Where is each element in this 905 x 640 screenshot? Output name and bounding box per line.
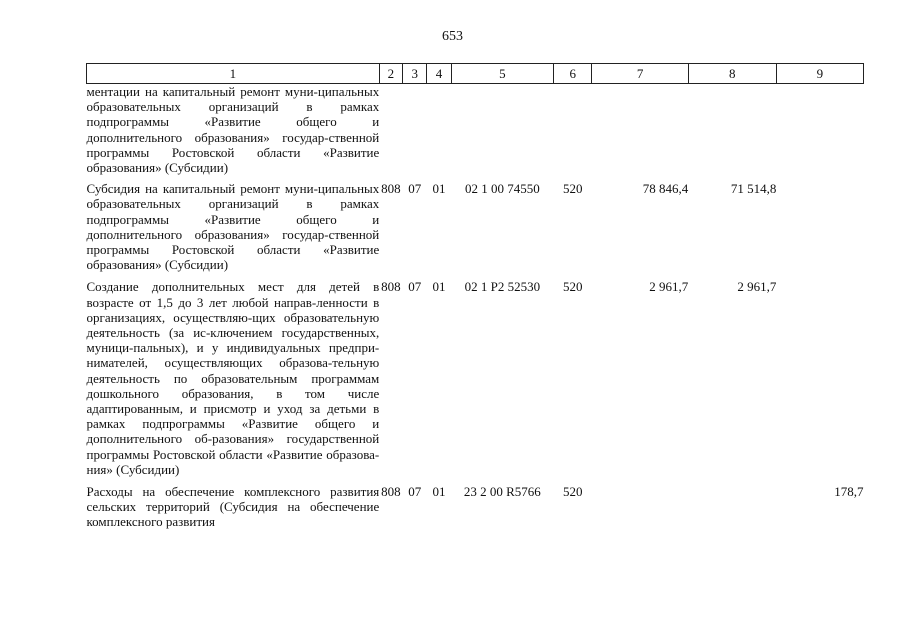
subsection-code (427, 84, 451, 179)
ministry-code: 808 (381, 181, 401, 197)
col-header-2: 2 (379, 64, 402, 84)
expense-type-code: 520 (562, 484, 583, 500)
col-header-3: 3 (403, 64, 427, 84)
table-row (87, 481, 864, 534)
ministry-code: 808 (381, 484, 401, 500)
target-code: 23 2 00 R5766 (463, 484, 541, 500)
target-code: 02 1 00 74550 (464, 181, 540, 197)
budget-table (86, 63, 864, 534)
table-row (87, 84, 864, 179)
amount-col8 (688, 84, 776, 179)
amount-col7 (592, 481, 688, 534)
amount-col9 (776, 178, 863, 276)
target-code (451, 84, 553, 179)
row-description: Расходы на обеспечение комплексного развития сельских территорий (Субсидия на обеспечение комплексного развития (86, 484, 380, 530)
col-header-4: 4 (427, 64, 451, 84)
col-header-5: 5 (451, 64, 553, 84)
amount-col9 (776, 84, 863, 179)
table-row (87, 178, 864, 276)
section-code (403, 84, 427, 179)
amount-col9 (776, 276, 863, 481)
subsection-code: 01 (432, 279, 446, 295)
subsection-code: 01 (432, 181, 446, 197)
expense-type-code: 520 (562, 181, 583, 197)
expense-type-code: 520 (562, 279, 583, 295)
page-number: 653 (442, 29, 463, 44)
row-description: ментации на капитальный ремонт муни-ципальных образовательных организаций в рамках подпрограммы «Развитие общего и дополнительного образования» государ-ственной программы Ростовской области «Развитие образования» (Субсидии) (86, 84, 380, 176)
amount-col8 (688, 481, 776, 534)
row-description: Субсидия на капитальный ремонт муни-ципальных образовательных организаций в рамках подпрограммы «Развитие общего и дополнительного образования» государ-ственной программы Ростовской области «Развитие образования» (Субсидии) (86, 181, 380, 273)
expense-type-code (554, 84, 592, 179)
section-code: 07 (408, 181, 422, 197)
amount-col9: 178,7 (834, 484, 864, 500)
col-header-7: 7 (592, 64, 688, 84)
row-description: Создание дополнительных мест для детей в возрасте от 1,5 до 3 лет любой направ-ленности в организациях, осуществляю-щих образовательную деятельность (за ис-ключением государственных, муници-пальных), и у индивидуальных предпри-нимателей, осуществляющих образова-тельную деятельность по образовательным программам дошкольного образования, в том числе адаптированным, и присмотр и уход за детьми в рамках подпрограммы «Развитие общего и дополнительного об-разования» государственной программы Ростовской области «Развитие образова-ния» (Субсидии) (86, 279, 380, 477)
table-row (87, 276, 864, 481)
amount-col7: 2 961,7 (649, 279, 689, 295)
col-header-9: 9 (776, 64, 863, 84)
ministry-code: 808 (381, 279, 401, 295)
amount-col8: 2 961,7 (737, 279, 777, 295)
amount-col8: 71 514,8 (730, 181, 777, 197)
section-code: 07 (408, 484, 422, 500)
amount-col7: 78 846,4 (642, 181, 689, 197)
amount-col7 (592, 84, 688, 179)
col-header-1: 1 (87, 64, 380, 84)
ministry-code (379, 84, 402, 179)
col-header-6: 6 (554, 64, 592, 84)
subsection-code: 01 (432, 484, 446, 500)
target-code: 02 1 P2 52530 (464, 279, 541, 295)
header-row (87, 64, 864, 84)
col-header-8: 8 (688, 64, 776, 84)
section-code: 07 (408, 279, 422, 295)
